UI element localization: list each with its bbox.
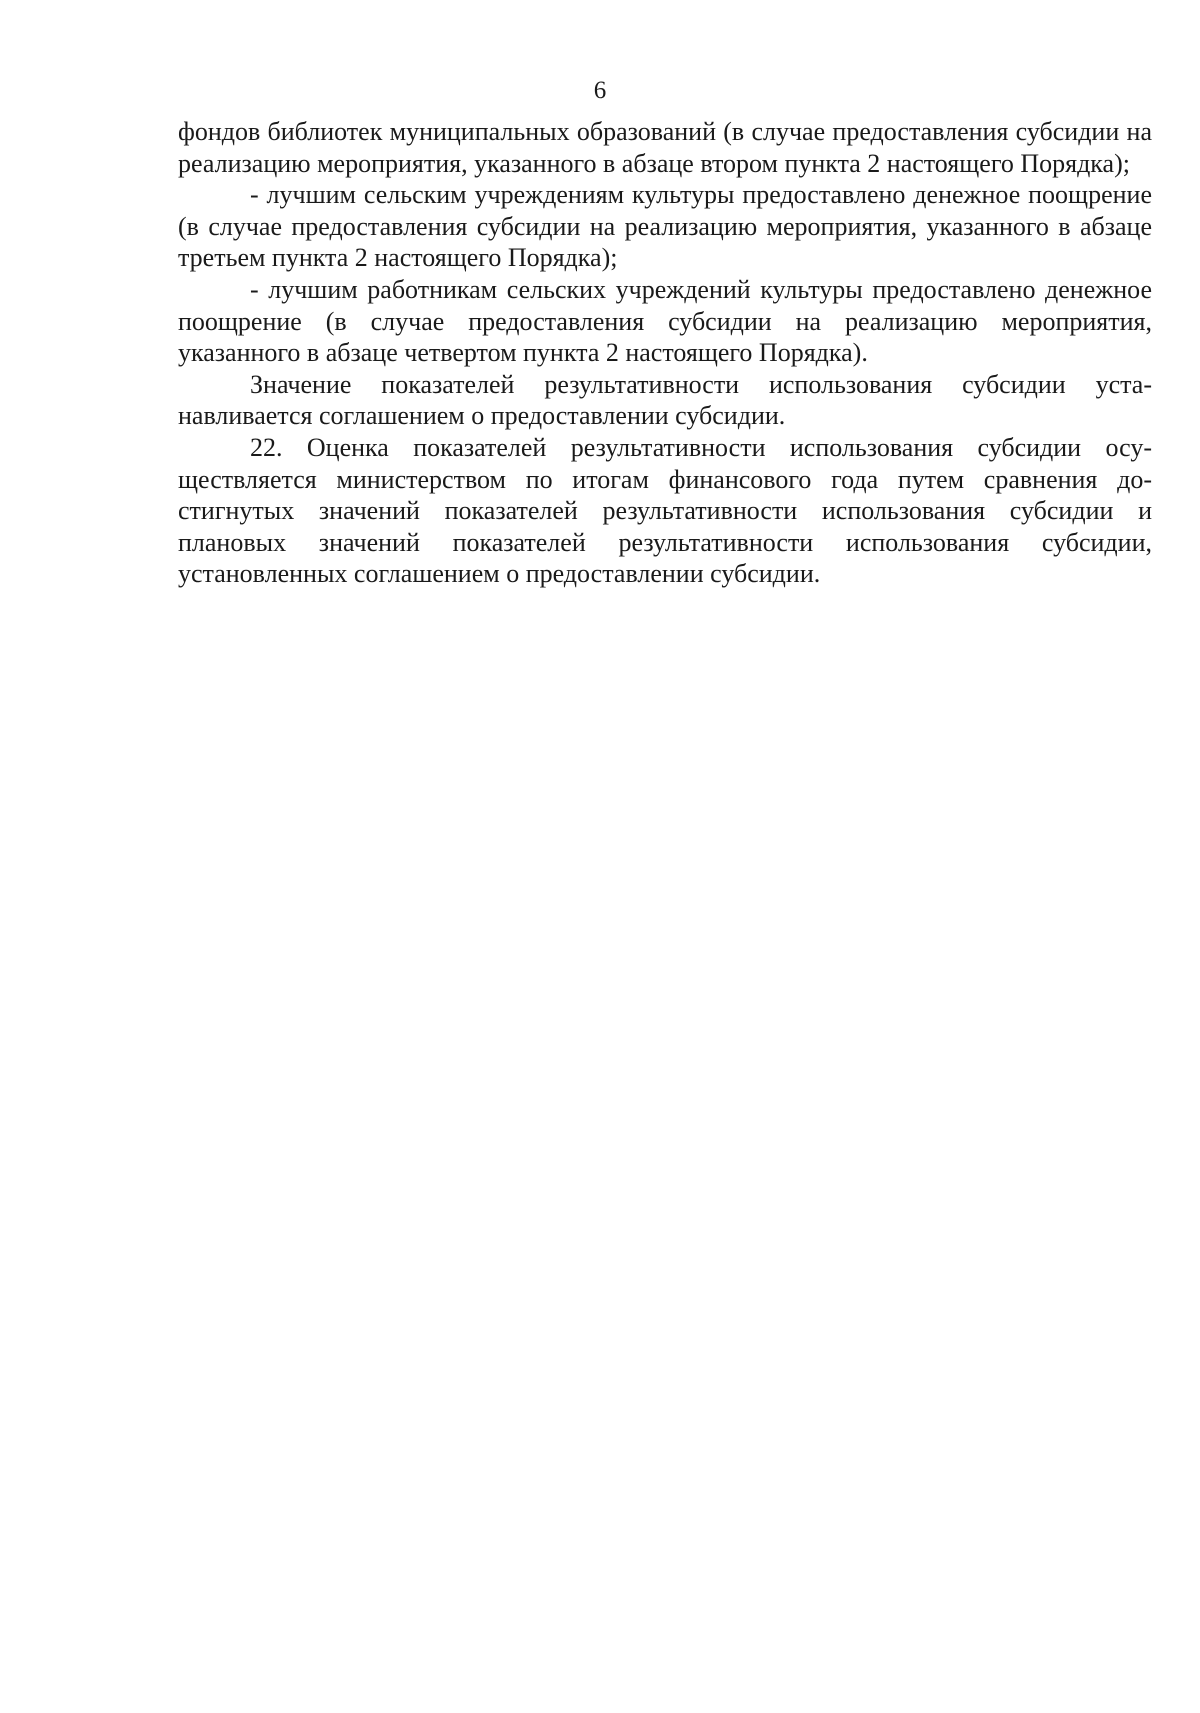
page-number: 6 [593, 77, 607, 104]
paragraph-bullet-rural-institutions: - лучшим сельским учреждениям культуры предоставлено денежное поощрение (в случае предоставления субсидии на реализацию мероприятия, указанного в абзаце третьем пункта 2 настоящего Порядка); [178, 180, 1152, 273]
paragraph-bullet-rural-workers: - лучшим работникам сельских учреждений культуры предоставлено денежное поощрение (в случае предоставления субсидии на реализацию мероприятия, указанного в абзаце четвертом пункта 2 настоящего Порядка). [178, 274, 1152, 368]
paragraph-continuation: фондов библиотек муниципальных образований (в случае предоставления субсидии на реализацию мероприятия, указанного в абзаце втором пункта 2 настоящего Порядка); [178, 117, 1152, 178]
paragraph-indicator-values: Значение показателей результативности использования субсидии устанавливается соглашением о предоставлении субсидии. [178, 369, 1152, 431]
document-body [178, 116, 1152, 590]
paragraph-clause-22: 22. Оценка показателей результативности использования субсидии осуществляется министерством по итогам финансового года путем сравнения достигнутых значений показателей результативности использования субсидии и плановых значений показателей результативности использования субсидии, установленных соглашением о предоставлении субсидии. [178, 432, 1152, 589]
